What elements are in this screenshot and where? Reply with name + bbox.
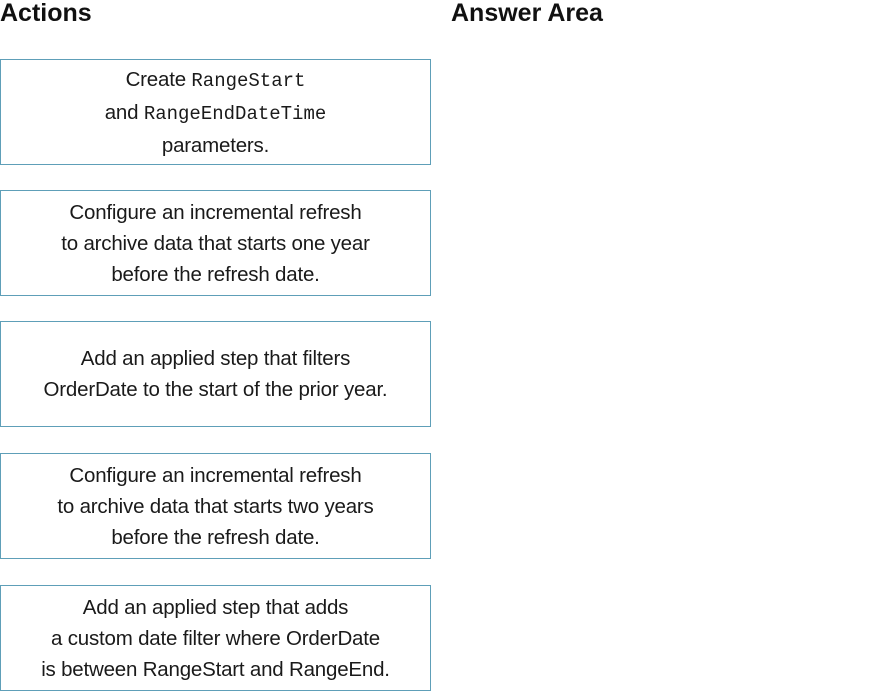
action-card-refresh-two-years[interactable]: [0, 453, 431, 559]
action-text: to archive data that starts two years: [57, 494, 374, 518]
parameter-name: RangeStart: [191, 69, 306, 92]
action-card-line: [41, 654, 390, 685]
action-text: is between RangeStart and RangeEnd.: [41, 657, 390, 681]
action-text: to archive data that starts one year: [61, 231, 370, 255]
action-card-line: [111, 259, 319, 290]
action-text: and: [104, 100, 144, 124]
action-card-line: [69, 460, 361, 491]
action-card-line: [81, 343, 350, 374]
action-card-line: [61, 228, 369, 259]
action-card-line: [69, 197, 361, 228]
actions-heading: Actions: [0, 0, 92, 27]
action-card-refresh-one-year[interactable]: [0, 190, 431, 296]
answer-area-heading: Answer Area: [451, 0, 603, 27]
action-card-line: [162, 130, 269, 161]
actions-list: [0, 0, 440, 695]
answer-area-dropzone[interactable]: [451, 40, 871, 680]
action-card-line: [51, 623, 380, 654]
action-card-line: [105, 97, 327, 130]
action-text: OrderDate to the start of the prior year.: [43, 378, 388, 401]
parameter-name: RangeEndDateTime: [143, 102, 327, 125]
action-text: Create: [125, 67, 192, 91]
action-text: Add an applied step that adds: [82, 595, 349, 619]
action-card-line: [57, 491, 373, 522]
action-text: Add an applied step that filters: [80, 347, 351, 370]
action-card-line: [126, 64, 306, 97]
action-card-line: [83, 592, 348, 623]
action-card-custom-date-filter[interactable]: [0, 585, 431, 691]
action-text: before the refresh date.: [111, 262, 320, 286]
action-text: Configure an incremental refresh: [69, 200, 362, 224]
action-card-line: [111, 522, 319, 553]
action-text: Configure an incremental refresh: [69, 463, 362, 487]
action-card-create-parameters[interactable]: [0, 59, 431, 165]
action-text: a custom date filter where OrderDate: [51, 626, 380, 650]
action-text: parameters.: [161, 133, 270, 157]
action-card-filter-prior-year[interactable]: [0, 321, 431, 427]
action-card-line: [44, 374, 388, 405]
action-text: before the refresh date.: [111, 525, 320, 549]
